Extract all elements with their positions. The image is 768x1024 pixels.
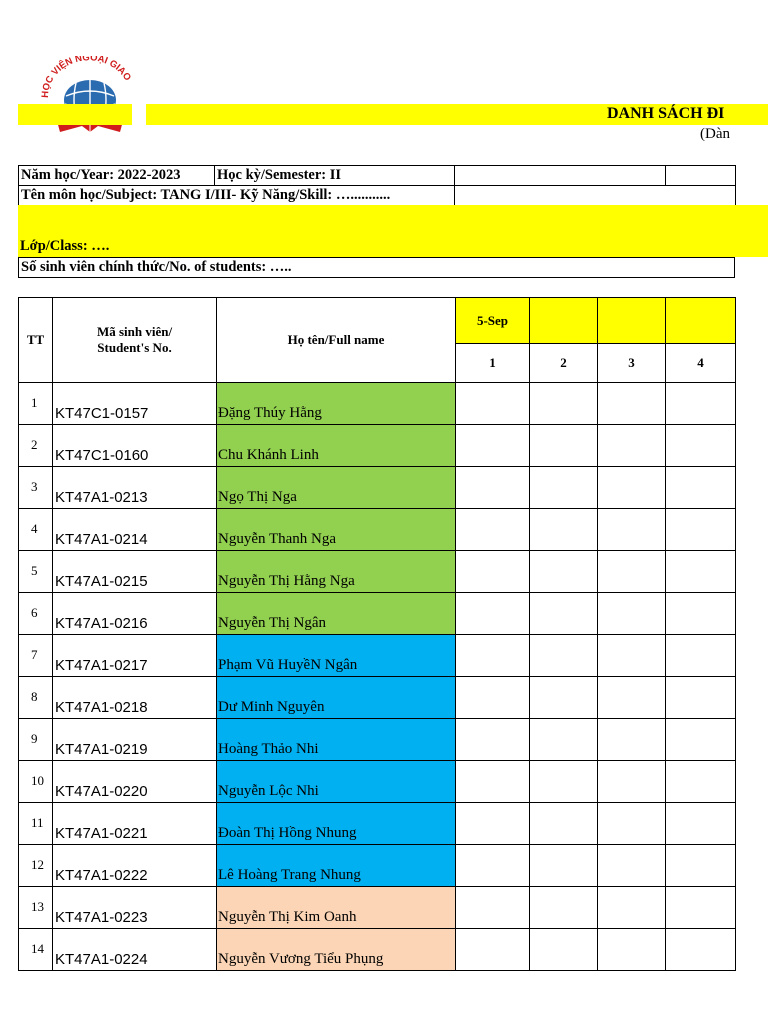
attendance-cell[interactable] [456,593,530,635]
attendance-cell[interactable] [456,383,530,425]
header-student-no [53,298,217,383]
attendance-cell[interactable] [530,551,598,593]
attendance-cell[interactable] [530,929,598,971]
attendance-cell[interactable] [530,509,598,551]
row-student-no: KT47A1-0221 [53,803,217,845]
attendance-cell[interactable] [666,425,736,467]
attendance-cell[interactable] [530,719,598,761]
session-2: 2 [530,344,598,383]
table-row [19,593,736,635]
attendance-cell[interactable] [598,803,666,845]
row-tt: 1 [19,383,53,425]
header-full-name: Họ tên/Full name [217,298,456,383]
row-student-no: KT47A1-0215 [53,551,217,593]
header-date: 5-Sep [456,298,530,344]
row-full-name: Nguyễn Thị Ngân [217,593,456,635]
page-title: DANH SÁCH ĐI [607,105,725,122]
header-tt: TT [19,298,53,383]
row-student-no: KT47A1-0223 [53,887,217,929]
attendance-cell[interactable] [530,635,598,677]
attendance-cell[interactable] [666,551,736,593]
table-row [19,383,736,425]
row-student-no: KT47C1-0157 [53,383,217,425]
row-full-name: Hoàng Thảo Nhi [217,719,456,761]
semester-label: Học kỳ/Semester: II [215,166,455,186]
attendance-cell[interactable] [530,467,598,509]
attendance-cell[interactable] [598,635,666,677]
row-tt: 12 [19,845,53,887]
attendance-cell[interactable] [456,509,530,551]
attendance-cell[interactable] [530,677,598,719]
attendance-cell[interactable] [666,761,736,803]
row-student-no: KT47A1-0224 [53,929,217,971]
attendance-cell[interactable] [598,509,666,551]
row-full-name: Đặng Thúy Hằng [217,383,456,425]
header-student-no-line2: Student's No. [97,340,172,355]
row-tt: 9 [19,719,53,761]
attendance-cell[interactable] [530,383,598,425]
students-label: Số sinh viên chính thức/No. of students: ….. [19,258,735,278]
table-row [19,929,736,971]
attendance-cell[interactable] [666,467,736,509]
attendance-cell[interactable] [456,677,530,719]
attendance-cell[interactable] [666,803,736,845]
row-student-no: KT47A1-0222 [53,845,217,887]
attendance-cell[interactable] [456,551,530,593]
row-full-name: Dư Minh Nguyên [217,677,456,719]
table-row [19,509,736,551]
table-row [19,887,736,929]
attendance-cell[interactable] [456,803,530,845]
attendance-cell[interactable] [598,677,666,719]
attendance-cell[interactable] [666,593,736,635]
subject-label: Tên môn học/Subject: TANG I/III- Kỹ Năng/Skill: …........... [19,186,455,206]
row-tt: 5 [19,551,53,593]
attendance-cell[interactable] [456,467,530,509]
attendance-cell[interactable] [666,845,736,887]
attendance-cell[interactable] [530,761,598,803]
row-tt: 13 [19,887,53,929]
attendance-table [18,297,736,971]
header-date-blank-4 [666,298,736,344]
row-student-no: KT47A1-0219 [53,719,217,761]
row-tt: 4 [19,509,53,551]
row-tt: 11 [19,803,53,845]
table-row [19,467,736,509]
row-full-name: Nguyễn Thị Kim Oanh [217,887,456,929]
class-label: Lớp/Class: …. [20,238,110,254]
attendance-cell[interactable] [666,719,736,761]
attendance-cell[interactable] [598,551,666,593]
row-student-no: KT47A1-0214 [53,509,217,551]
header-date-blank-2 [530,298,598,344]
table-row [19,719,736,761]
table-row [19,761,736,803]
row-full-name: Nguyễn Thị Hằng Nga [217,551,456,593]
header-date-blank-3 [598,298,666,344]
row-student-no: KT47C1-0160 [53,425,217,467]
row-tt: 10 [19,761,53,803]
attendance-cell[interactable] [530,593,598,635]
session-1: 1 [456,344,530,383]
table-row [19,551,736,593]
attendance-cell[interactable] [456,887,530,929]
attendance-cell[interactable] [456,929,530,971]
row-full-name: Nguyễn Vương Tiểu Phụng [217,929,456,971]
row-student-no: KT47A1-0220 [53,761,217,803]
attendance-cell[interactable] [598,467,666,509]
attendance-cell[interactable] [666,383,736,425]
attendance-cell[interactable] [530,887,598,929]
table-row [19,803,736,845]
session-3: 3 [598,344,666,383]
attendance-cell[interactable] [456,845,530,887]
attendance-cell[interactable] [456,635,530,677]
attendance-cell[interactable] [530,845,598,887]
attendance-cell[interactable] [598,887,666,929]
header-student-no-line1: Mã sinh viên/ [96,324,173,339]
row-full-name: Phạm Vũ HuyềN Ngân [217,635,456,677]
row-student-no: KT47A1-0217 [53,635,217,677]
page-subtitle: (Dàn [700,126,730,142]
attendance-cell[interactable] [598,383,666,425]
logo-text: HỌC VIỆN NGOẠI GIAO [39,56,133,99]
class-band [18,205,768,257]
row-full-name: Lê Hoàng Trang Nhung [217,845,456,887]
attendance-cell[interactable] [598,425,666,467]
attendance-cell[interactable] [598,719,666,761]
row-tt: 14 [19,929,53,971]
row-student-no: KT47A1-0216 [53,593,217,635]
title-band-left [18,104,132,125]
table-row [19,677,736,719]
attendance-cell[interactable] [456,761,530,803]
attendance-cell[interactable] [456,719,530,761]
row-full-name: Nguyễn Lộc Nhi [217,761,456,803]
row-full-name: Chu Khánh Linh [217,425,456,467]
row-tt: 3 [19,467,53,509]
session-4: 4 [666,344,736,383]
attendance-cell[interactable] [598,593,666,635]
attendance-cell[interactable] [666,929,736,971]
row-tt: 7 [19,635,53,677]
course-info-table [18,165,736,206]
attendance-cell[interactable] [666,677,736,719]
attendance-cell[interactable] [598,761,666,803]
attendance-cell[interactable] [456,425,530,467]
attendance-cell[interactable] [530,425,598,467]
row-tt: 8 [19,677,53,719]
row-full-name: Nguyễn Thanh Nga [217,509,456,551]
row-full-name: Ngọ Thị Nga [217,467,456,509]
row-student-no: KT47A1-0218 [53,677,217,719]
attendance-cell[interactable] [666,635,736,677]
row-full-name: Đoàn Thị Hồng Nhung [217,803,456,845]
row-tt: 6 [19,593,53,635]
attendance-cell[interactable] [530,803,598,845]
row-student-no: KT47A1-0213 [53,467,217,509]
attendance-cell[interactable] [666,887,736,929]
table-row [19,425,736,467]
attendance-cell[interactable] [598,845,666,887]
table-row [19,635,736,677]
attendance-cell[interactable] [666,509,736,551]
attendance-cell[interactable] [598,929,666,971]
row-tt: 2 [19,425,53,467]
table-row [19,845,736,887]
students-info-table [18,257,735,278]
year-label: Năm học/Year: 2022-2023 [19,166,215,186]
